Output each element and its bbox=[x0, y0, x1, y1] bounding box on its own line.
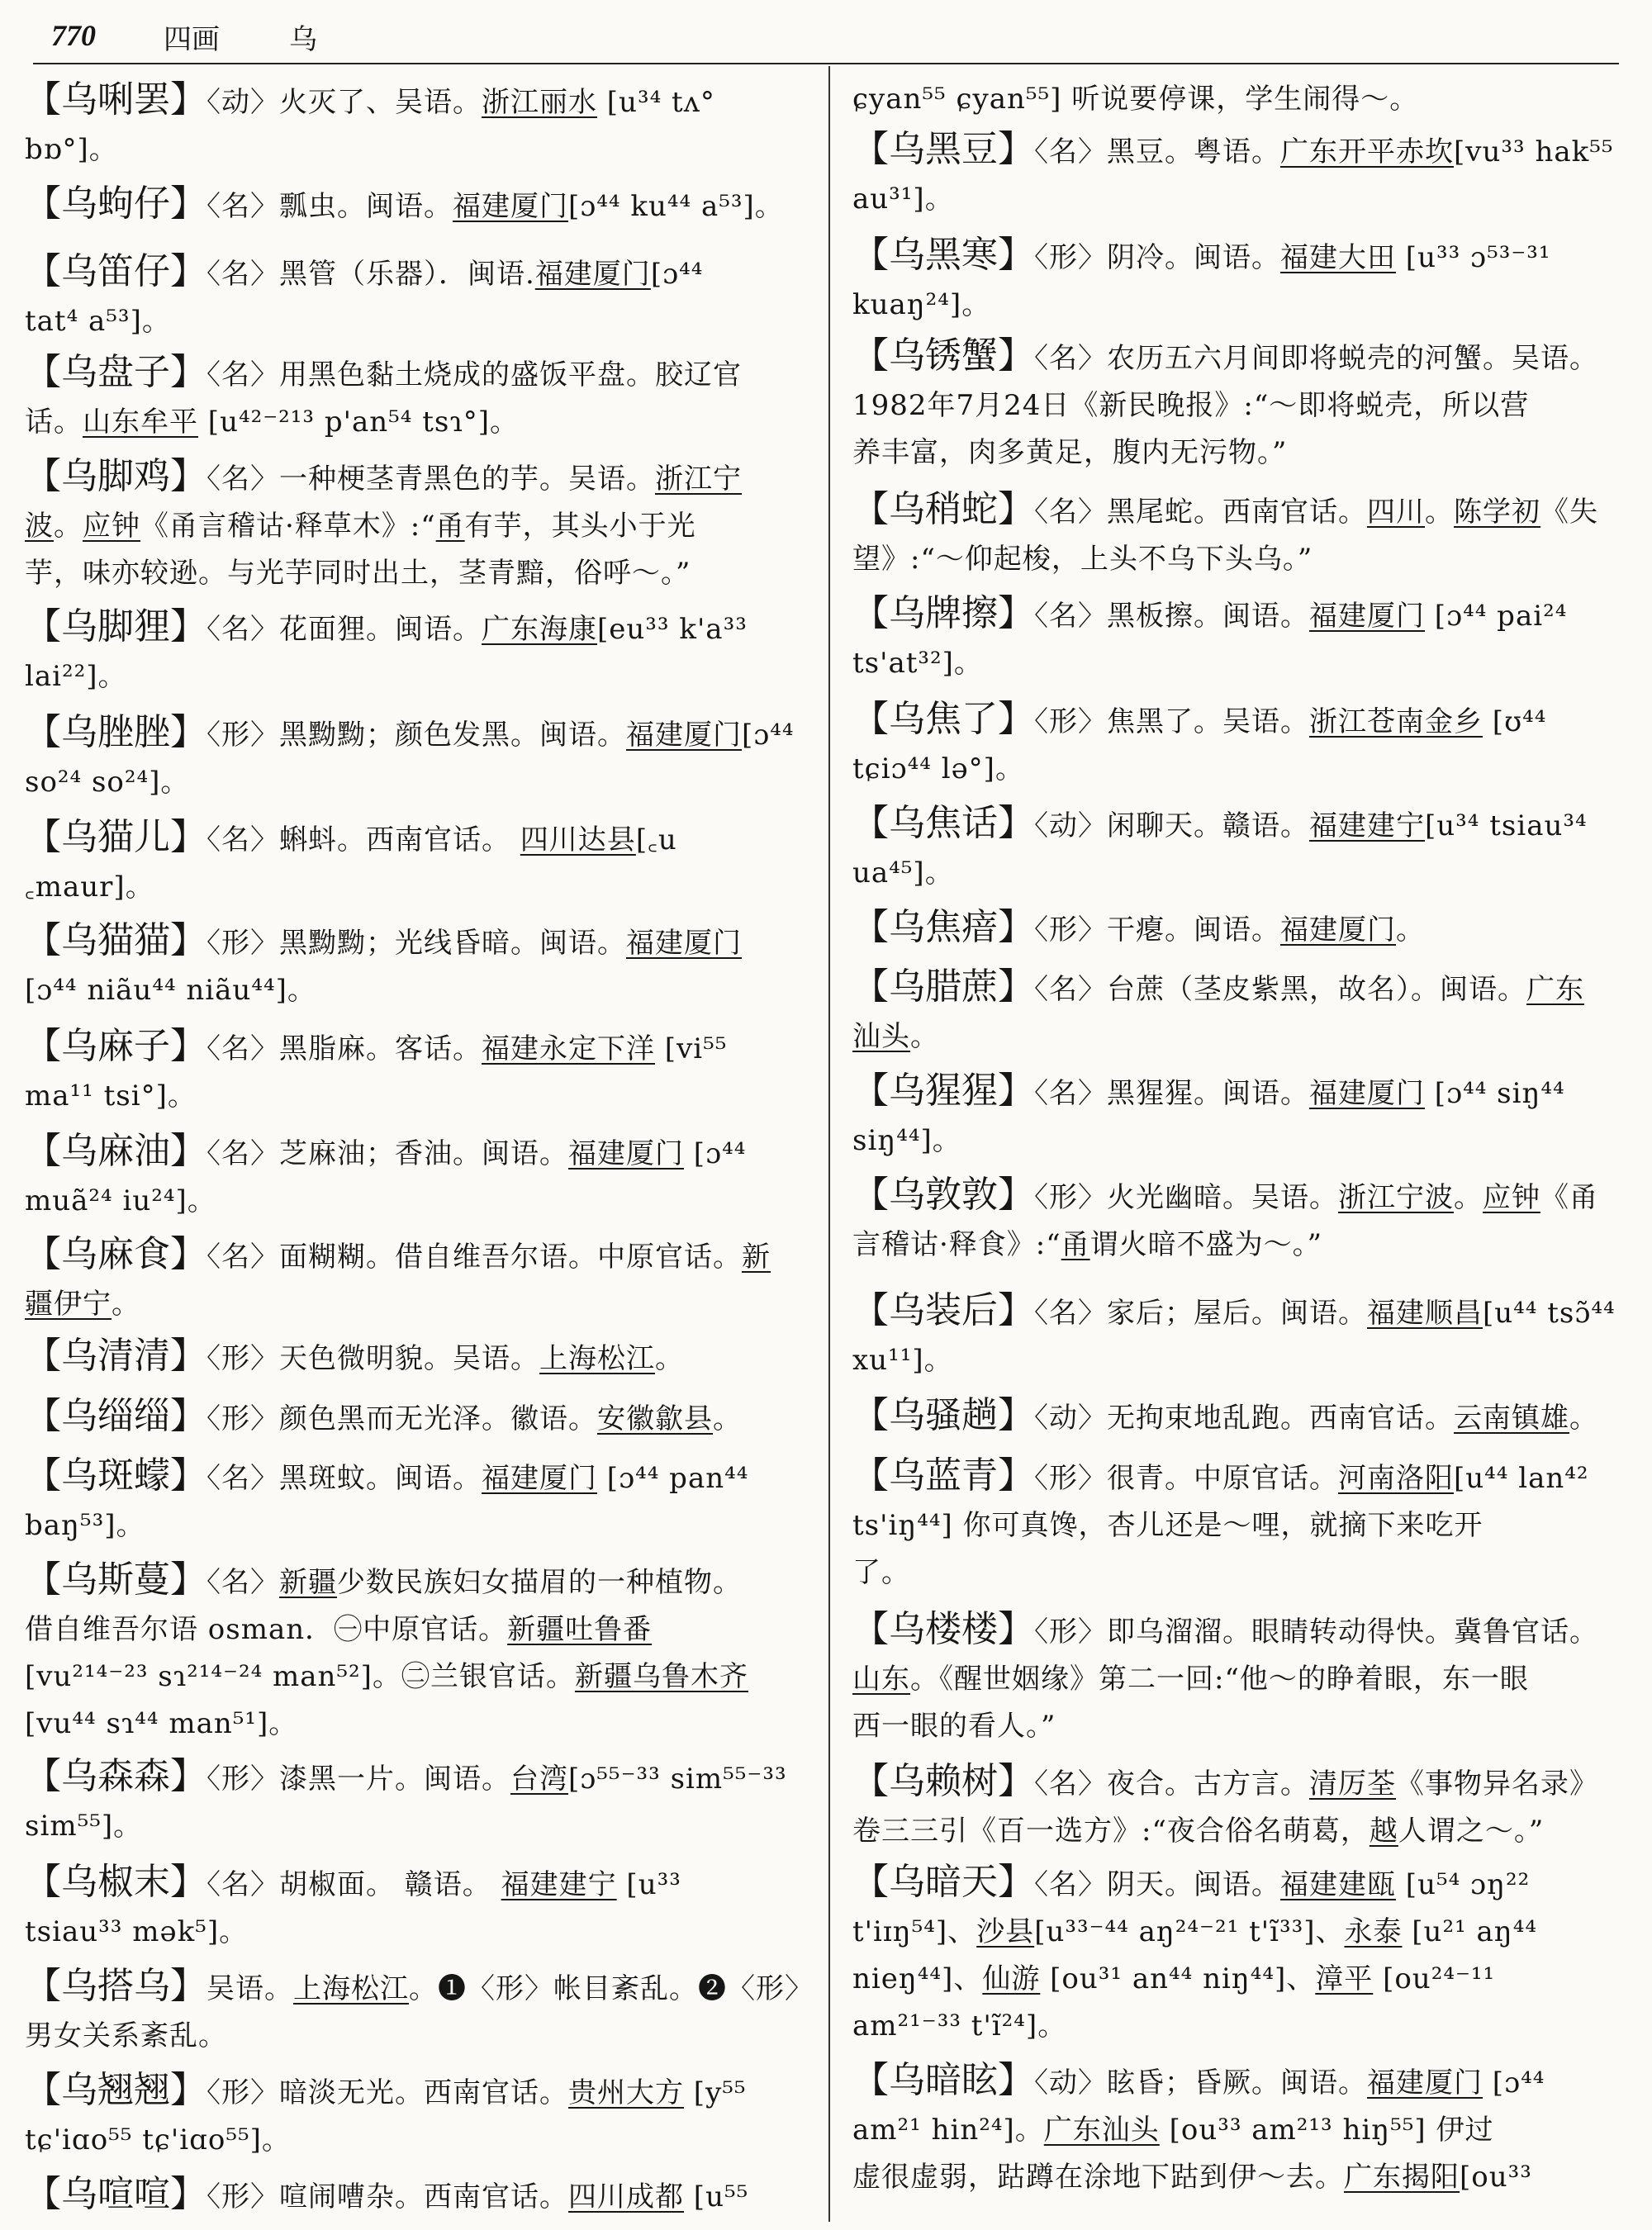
dictionary-entry bbox=[852, 695, 1637, 793]
place-name: 福建顺昌 bbox=[1367, 1297, 1483, 1330]
entry-line: ɕyan⁵⁵ ɕyan⁵⁵] 听说要停课，学生闹得～。 bbox=[852, 83, 1419, 116]
entry-line: 【乌脞脞】〈形〉黑黝黝；颜色发黑。闽语。福建厦门[ɔ⁴⁴ bbox=[25, 711, 795, 753]
dictionary-entry bbox=[25, 453, 818, 597]
dictionary-entry bbox=[25, 917, 818, 1014]
place-name: 广东海康 bbox=[482, 613, 597, 646]
entry-line: am²¹ hin²⁴]。广东汕头 [ou³³ am²¹³ hiŋ⁵⁵] 伊过 bbox=[852, 2114, 1494, 2147]
place-name: 云南镇雄 bbox=[1454, 1402, 1569, 1435]
place-name: 永泰 bbox=[1344, 1915, 1403, 1948]
entry-line: 【乌清清】〈形〉天色微明貌。吴语。上海松江。 bbox=[25, 1335, 684, 1377]
entry-headword: 【乌斯蔓】 bbox=[25, 1559, 206, 1601]
page-header bbox=[33, 12, 1619, 59]
place-name: 越 bbox=[1369, 1815, 1398, 1848]
dictionary-entry bbox=[852, 1758, 1637, 1855]
entry-line: 【乌敦敦】〈形〉火光幽暗。吴语。浙江宁波。应钟《甬 bbox=[852, 1174, 1598, 1216]
dictionary-entry bbox=[852, 799, 1637, 897]
dictionary-entry bbox=[852, 332, 1637, 477]
entry-headword: 【乌猫儿】 bbox=[25, 816, 206, 858]
column-divider bbox=[828, 66, 830, 2222]
entry-headword: 【乌麻食】 bbox=[25, 1233, 206, 1275]
dictionary-entry bbox=[852, 486, 1637, 583]
entry-line: 【乌稍蛇】〈名〉黑尾蛇。西南官话。四川。陈学初《失 bbox=[852, 488, 1598, 530]
place-name: 福建厦门 bbox=[626, 719, 742, 752]
dictionary-entry bbox=[25, 1332, 818, 1383]
entry-line: 【乌蚼仔】〈名〉瓢虫。闽语。福建厦门[ɔ⁴⁴ ku⁴⁴ a⁵³]。 bbox=[25, 183, 784, 225]
place-name: 上海松江 bbox=[293, 1972, 409, 2005]
dictionary-entry bbox=[25, 180, 818, 230]
place-name: 上海松江 bbox=[539, 1342, 655, 1375]
entry-headword: 【乌脞脞】 bbox=[25, 711, 206, 753]
entry-line: 【乌翘翘】〈形〉暗淡无光。西南官话。贵州大方 [y⁵⁵ bbox=[25, 2069, 747, 2111]
entry-line: 【乌盘子】〈名〉用黑色黏土烧成的盛饭平盘。胶辽官 bbox=[25, 351, 742, 393]
entry-line: siŋ⁴⁴]。 bbox=[852, 1124, 961, 1157]
entry-headword: 【乌楼楼】 bbox=[852, 1608, 1034, 1650]
entry-line: [vu⁴⁴ sɿ⁴⁴ man⁵¹]。 bbox=[25, 1707, 298, 1740]
place-name: 福建厦门 bbox=[453, 190, 568, 223]
entry-headword: 【乌蚼仔】 bbox=[25, 183, 206, 225]
entry-line: 【乌黑豆】〈名〉黑豆。粤语。广东开平赤坎[vu³³ hak⁵⁵ bbox=[852, 128, 1614, 170]
entry-line: 【乌猩猩】〈名〉黑猩猩。闽语。福建厦门 [ɔ⁴⁴ siŋ⁴⁴ bbox=[852, 1070, 1565, 1112]
dictionary-entry bbox=[25, 1556, 818, 1748]
entry-headword: 【乌猫猫】 bbox=[25, 919, 206, 961]
entry-headword: 【乌椒末】 bbox=[25, 1861, 206, 1903]
dictionary-entry bbox=[25, 349, 818, 446]
dictionary-entry bbox=[25, 248, 818, 345]
dictionary-entry bbox=[25, 814, 818, 911]
dictionary-entry bbox=[852, 590, 1637, 687]
entry-line: 【乌森森】〈形〉漆黑一片。闽语。台湾[ɔ⁵⁵⁻³³ sim⁵⁵⁻³³ bbox=[25, 1755, 787, 1797]
entry-headword: 【乌搭乌】 bbox=[25, 1965, 206, 2007]
place-name: 浙江苍南金乡 bbox=[1309, 705, 1483, 738]
entry-line: lai²²]。 bbox=[25, 660, 127, 693]
entry-headword: 【乌敦敦】 bbox=[852, 1174, 1034, 1216]
place-name: 福建厦门 bbox=[626, 927, 742, 960]
entry-line: 【乌焦瘖】〈形〉干瘪。闽语。福建厦门。 bbox=[852, 906, 1425, 948]
entry-line: 汕头。 bbox=[852, 1020, 939, 1053]
entry-line: 【乌蓝青】〈形〉很青。中原官话。河南洛阳[u⁴⁴ lan⁴² bbox=[852, 1454, 1589, 1497]
entry-line: 山东。《醒世姻缘》第二一回:“他～的睁着眼，东一眼 bbox=[852, 1663, 1529, 1696]
entry-headword: 【乌脚狸】 bbox=[25, 605, 206, 648]
entry-line: am²¹⁻³³ t'ĩ²⁴]。 bbox=[852, 2009, 1067, 2043]
entry-line: 【乌斯蔓】〈名〉新疆少数民族妇女描眉的一种植物。 bbox=[25, 1559, 742, 1601]
entry-headword: 【乌麻子】 bbox=[25, 1025, 206, 1067]
entry-line: 芋，味亦较逊。与光芋同时出土，茎青黯，俗呼～。” bbox=[25, 557, 691, 590]
dictionary-entry bbox=[25, 709, 818, 806]
place-name: 福建永定下洋 bbox=[482, 1032, 655, 1065]
place-name: 福建建宁 bbox=[1309, 809, 1425, 842]
dictionary-entry bbox=[25, 1858, 818, 1956]
place-name: 疆伊宁 bbox=[25, 1288, 112, 1321]
place-name: 浙江宁波 bbox=[1338, 1181, 1454, 1214]
entry-headword: 【乌麻油】 bbox=[25, 1130, 206, 1172]
dictionary-entry bbox=[25, 1753, 818, 1850]
entry-line: 卷三三引《百一选方》:“夜合俗名萌葛，越人谓之～。” bbox=[852, 1815, 1545, 1848]
place-name: 新疆 bbox=[279, 1566, 337, 1599]
place-name: 福建厦门 bbox=[1309, 1077, 1425, 1110]
entry-line: 借自维吾尔语 osman．㊀中原官话。新疆吐鲁番 bbox=[25, 1613, 653, 1646]
entry-line: 【乌猫猫】〈形〉黑黝黝；光线昏暗。闽语。福建厦门 bbox=[25, 919, 742, 961]
entry-line: bɒ°]。 bbox=[25, 133, 118, 166]
entry-line: 【乌楼楼】〈形〉即乌溜溜。眼睛转动得快。冀鲁官话。 bbox=[852, 1608, 1598, 1650]
entry-headword: 【乌翘翘】 bbox=[25, 2069, 206, 2111]
dictionary-entry bbox=[25, 1231, 818, 1328]
entry-line: 【乌脚鸡】〈名〉一种梗茎青黑色的芋。吴语。浙江宁 bbox=[25, 455, 742, 497]
entry-line: au³¹]。 bbox=[852, 183, 954, 216]
place-name: 河南洛阳 bbox=[1338, 1462, 1454, 1495]
entry-line: 养丰富，肉多黄足，腹内无污物。” bbox=[852, 436, 1288, 469]
dictionary-entry bbox=[852, 1452, 1637, 1597]
entry-headword: 【乌笛仔】 bbox=[25, 250, 206, 292]
place-name: 甬 bbox=[435, 510, 465, 543]
entry-headword: 【乌清清】 bbox=[25, 1335, 206, 1377]
entry-line: 波。应钟《甬言稽诂·释草木》:“甬有芋，其头小于光 bbox=[25, 510, 696, 543]
place-name: 漳平 bbox=[1315, 1962, 1374, 1995]
dictionary-entry bbox=[25, 1452, 818, 1549]
place-name: 广东开平赤坎 bbox=[1280, 135, 1454, 168]
place-name: 新疆吐鲁番 bbox=[507, 1613, 653, 1646]
entry-headword: 【乌喧喧】 bbox=[25, 2173, 206, 2215]
entry-line: tat⁴ a⁵³]。 bbox=[25, 305, 171, 338]
entry-headword: 【乌脚鸡】 bbox=[25, 455, 206, 497]
entry-line: 【乌斑蠓】〈名〉黑斑蚊。闽语。福建厦门 [ɔ⁴⁴ pan⁴⁴ bbox=[25, 1454, 749, 1497]
entry-line: 【乌麻子】〈名〉黑脂麻。客话。福建永定下洋 [vi⁵⁵ bbox=[25, 1025, 728, 1067]
entry-headword: 【乌腊蔗】 bbox=[852, 966, 1034, 1008]
dictionary-entry bbox=[852, 904, 1637, 954]
entry-line: 话。山东牟平 [u⁴²⁻²¹³ p'an⁵⁴ tsɿ°]。 bbox=[25, 406, 519, 439]
entry-line: baŋ⁵³]。 bbox=[25, 1509, 145, 1542]
dictionary-entry bbox=[852, 1392, 1637, 1442]
entry-line: xu¹¹]。 bbox=[852, 1344, 953, 1377]
place-name: 仙游 bbox=[982, 1962, 1041, 1995]
dictionary-entry bbox=[25, 1022, 818, 1120]
entry-line: 1982年7月24日《新民晚报》:“～即将蜕壳，所以营 bbox=[852, 389, 1530, 422]
dictionary-entry bbox=[852, 1858, 1637, 2050]
entry-line: 【乌喧喧】〈形〉喧闹嘈杂。西南官话。四川成都 [u⁵⁵ bbox=[25, 2173, 749, 2215]
entry-headword: 【乌黑豆】 bbox=[852, 128, 1034, 170]
entry-headword: 【乌焦话】 bbox=[852, 802, 1034, 844]
entry-headword: 【乌黑寒】 bbox=[852, 234, 1034, 276]
entry-headword: 【乌骚趟】 bbox=[852, 1394, 1034, 1436]
dictionary-entry bbox=[852, 76, 1637, 123]
dictionary-entry bbox=[25, 2066, 818, 2164]
entry-line: 【乌搭乌】吴语。上海松江。❶〈形〉帐目紊乱。❷〈形〉 bbox=[25, 1965, 814, 2007]
dictionary-entry bbox=[25, 1127, 818, 1225]
entry-line: sim⁵⁵]。 bbox=[25, 1810, 143, 1843]
place-name: 甬 bbox=[1061, 1228, 1090, 1261]
dictionary-entry bbox=[852, 1067, 1637, 1165]
entry-line: tsiau³³ mək⁵]。 bbox=[25, 1915, 249, 1948]
entry-line: 【乌唎罢】〈动〉火灭了、吴语。浙江丽水 [u³⁴ tʌ° bbox=[25, 78, 715, 121]
dictionary-entry bbox=[852, 231, 1637, 329]
entry-line: 【乌腊蔗】〈名〉台蔗（茎皮紫黑，故名）。闽语。广东 bbox=[852, 966, 1584, 1008]
entry-line: 西一眼的看人。” bbox=[852, 1710, 1056, 1743]
entry-headword: 【乌蓝青】 bbox=[852, 1454, 1034, 1497]
place-name: 福建厦门 bbox=[568, 1137, 684, 1170]
place-name: 广东揭阳 bbox=[1344, 2161, 1460, 2194]
entry-headword: 【乌缁缁】 bbox=[25, 1395, 206, 1437]
entry-line: 【乌焦了】〈形〉焦黑了。吴语。浙江苍南金乡 [ʊ⁴⁴ bbox=[852, 698, 1547, 740]
dictionary-entry bbox=[852, 2057, 1637, 2201]
dictionary-entry bbox=[852, 1606, 1637, 1750]
entry-headword: 【乌牌擦】 bbox=[852, 592, 1034, 634]
entry-line: [ɔ⁴⁴ niãu⁴⁴ niãu⁴⁴]。 bbox=[25, 974, 316, 1007]
place-name: 福建厦门 bbox=[1309, 600, 1425, 633]
place-name: 福建厦门 bbox=[534, 258, 651, 291]
entry-line: 【乌椒末】〈名〉胡椒面。 赣语。 福建建宁 [u³³ bbox=[25, 1861, 681, 1903]
entry-headword: 【乌盘子】 bbox=[25, 351, 206, 393]
entry-line: 言稽诂·释食》:“甬谓火暗不盛为～。” bbox=[852, 1228, 1323, 1261]
place-name: 波 bbox=[25, 510, 54, 543]
entry-line: muã²⁴ iu²⁴]。 bbox=[25, 1184, 216, 1217]
place-name: 四川达县 bbox=[520, 823, 636, 856]
entry-line: 【乌锈蟹】〈名〉农历五六月间即将蜕壳的河蟹。吴语。 bbox=[852, 334, 1598, 377]
dictionary-entry bbox=[25, 1393, 818, 1443]
place-name: 贵州大方 bbox=[568, 2076, 684, 2109]
dictionary-entry bbox=[25, 1962, 818, 2060]
place-name: 山东 bbox=[852, 1663, 910, 1696]
entry-line: 疆伊宁。 bbox=[25, 1288, 140, 1321]
place-name: 新 bbox=[742, 1241, 771, 1274]
dictionary-entry bbox=[852, 126, 1637, 223]
dictionary-entry bbox=[25, 603, 818, 700]
entry-line: kuaŋ²⁴]。 bbox=[852, 288, 991, 321]
entry-line: 虚很虚弱，跍蹲在涂地下跍到伊～去。广东揭阳[ou³³ bbox=[852, 2161, 1532, 2194]
entry-line: 【乌麻食】〈名〉面糊糊。借自维吾尔语。中原官话。新 bbox=[25, 1233, 771, 1275]
entry-line: 【乌暗眩】〈动〉眩昏；昏厥。闽语。福建厦门 [ɔ⁴⁴ bbox=[852, 2059, 1545, 2101]
entry-headword: 【乌焦瘖】 bbox=[852, 906, 1034, 948]
entry-line: tɕ'iɑo⁵⁵ tɕ'iɑo⁵⁵]。 bbox=[25, 2123, 291, 2156]
place-name: 四川成都 bbox=[568, 2180, 684, 2213]
place-name: 福建建宁 bbox=[501, 1868, 617, 1901]
section-label: 四画 bbox=[164, 23, 220, 56]
dictionary-entry bbox=[852, 1171, 1637, 1269]
entry-headword: 【乌稍蛇】 bbox=[852, 488, 1034, 530]
place-name: 陈学初 bbox=[1454, 496, 1540, 529]
place-name: 台湾 bbox=[510, 1763, 568, 1796]
entry-line: nieŋ⁴⁴]、仙游 [ou³¹ an⁴⁴ niŋ⁴⁴]、漳平 [ou²⁴⁻¹¹ bbox=[852, 1962, 1496, 1995]
entry-headword: 【乌装后】 bbox=[852, 1289, 1034, 1331]
entry-headword: 【乌锈蟹】 bbox=[852, 334, 1034, 377]
place-name: 沙县 bbox=[976, 1915, 1035, 1948]
entry-line: 【乌牌擦】〈名〉黑板擦。闽语。福建厦门 [ɔ⁴⁴ pai²⁴ bbox=[852, 592, 1568, 634]
entry-line: 男女关系紊乱。 bbox=[25, 2019, 227, 2052]
entry-headword: 【乌森森】 bbox=[25, 1755, 206, 1797]
dictionary-entry bbox=[25, 76, 818, 173]
entry-line: ꜀maur]。 bbox=[25, 871, 154, 904]
entry-line: 【乌猫儿】〈名〉蝌蚪。西南官话。 四川达县[꜀u bbox=[25, 816, 677, 858]
entry-headword: 【乌唎罢】 bbox=[25, 78, 206, 121]
entry-line: 望》:“～仰起梭，上头不乌下头乌。” bbox=[852, 543, 1313, 576]
place-name: 新疆乌鲁木齐 bbox=[574, 1660, 748, 1693]
place-name: 应钟 bbox=[83, 510, 140, 543]
entry-line: so²⁴ so²⁴]。 bbox=[25, 766, 190, 799]
place-name: 福建厦门 bbox=[1367, 2066, 1483, 2100]
page-number: 770 bbox=[51, 19, 96, 52]
section-character: 乌 bbox=[289, 23, 317, 56]
dictionary-entry bbox=[852, 963, 1637, 1060]
header-rule bbox=[33, 63, 1619, 64]
place-name: 广东汕头 bbox=[1043, 2114, 1160, 2147]
place-name: 汕头 bbox=[852, 1020, 910, 1053]
entry-line: 【乌装后】〈名〉家后；屋后。闽语。福建顺昌[u⁴⁴ tsɔ̃⁴⁴ bbox=[852, 1289, 1616, 1331]
entry-headword: 【乌斑蠓】 bbox=[25, 1454, 206, 1497]
entry-line: 【乌黑寒】〈形〉阴冷。闽语。福建大田 [u³³ ɔ⁵³⁻³¹ bbox=[852, 234, 1551, 276]
entry-headword: 【乌暗天】 bbox=[852, 1861, 1034, 1903]
place-name: 清厉荃 bbox=[1309, 1767, 1396, 1801]
entry-headword: 【乌焦了】 bbox=[852, 698, 1034, 740]
place-name: 广东 bbox=[1526, 973, 1584, 1006]
entry-line: 【乌缁缁】〈形〉颜色黑而无光泽。徽语。安徽歙县。 bbox=[25, 1395, 742, 1437]
entry-line: t'iɪŋ⁵⁴]、沙县[u³³⁻⁴⁴ aŋ²⁴⁻²¹ t'ĩ³³]、永泰 [u²¹ aŋ⁴⁴ bbox=[852, 1915, 1537, 1948]
entry-line: 【乌骚趟】〈动〉无拘束地乱跑。西南官话。云南镇雄。 bbox=[852, 1394, 1598, 1436]
entry-line: ua⁴⁵]。 bbox=[852, 856, 954, 890]
entry-headword: 【乌猩猩】 bbox=[852, 1070, 1034, 1112]
entry-line: 【乌麻油】〈名〉芝麻油；香油。闽语。福建厦门 [ɔ⁴⁴ bbox=[25, 1130, 747, 1172]
entry-line: [vu²¹⁴⁻²³ sɿ²¹⁴⁻²⁴ man⁵²]。㊁兰银官话。新疆乌鲁木齐 bbox=[25, 1660, 748, 1693]
entry-line: 【乌笛仔】〈名〉黑管（乐器）．闽语.福建厦门[ɔ⁴⁴ bbox=[25, 250, 704, 292]
place-name: 福建建瓯 bbox=[1280, 1868, 1396, 1901]
place-name: 福建大田 bbox=[1280, 241, 1396, 274]
place-name: 山东牟平 bbox=[83, 406, 198, 439]
entry-headword: 【乌赖树】 bbox=[852, 1760, 1034, 1802]
entry-line: ts'at³²]。 bbox=[852, 647, 983, 680]
place-name: 福建厦门 bbox=[1280, 913, 1396, 947]
entry-line: 【乌赖树】〈名〉夜合。古方言。清厉荃《事物异名录》 bbox=[852, 1760, 1598, 1802]
entry-line: 【乌焦话】〈动〉闲聊天。赣语。福建建宁[u³⁴ tsiau³⁴ bbox=[852, 802, 1588, 844]
entry-line: ma¹¹ tsi°]。 bbox=[25, 1079, 197, 1113]
place-name: 四川 bbox=[1367, 496, 1425, 529]
entry-headword: 【乌暗眩】 bbox=[852, 2059, 1034, 2101]
place-name: 浙江宁 bbox=[655, 463, 742, 496]
entry-line: 了。 bbox=[852, 1556, 910, 1589]
place-name: 安徽歙县 bbox=[597, 1402, 713, 1435]
entry-line: ts'iŋ⁴⁴] 你可真馋，杏儿还是～哩，就摘下来吃开 bbox=[852, 1509, 1483, 1542]
place-name: 福建厦门 bbox=[482, 1462, 597, 1495]
dictionary-entry bbox=[25, 2171, 818, 2221]
place-name: 浙江丽水 bbox=[482, 86, 597, 119]
place-name: 应钟 bbox=[1483, 1181, 1540, 1214]
entry-line: tɕiɔ⁴⁴ lə°]。 bbox=[852, 752, 1024, 785]
entry-line: 【乌暗天】〈名〉阴天。闽语。福建建瓯 [u⁵⁴ ɔŋ²² bbox=[852, 1861, 1531, 1903]
dictionary-entry bbox=[852, 1287, 1637, 1384]
entry-line: 【乌脚狸】〈名〉花面狸。闽语。广东海康[eu³³ k'a³³ bbox=[25, 605, 748, 648]
